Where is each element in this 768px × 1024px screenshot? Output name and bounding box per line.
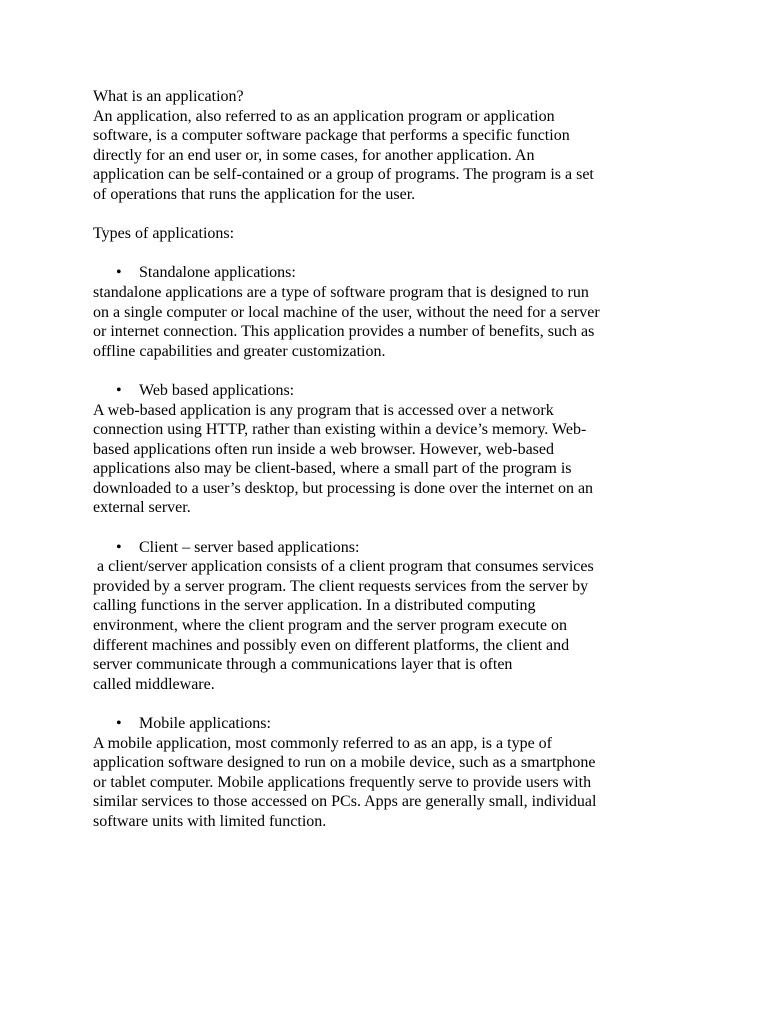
section-line: downloaded to a user’s desktop, but processing is done over the internet on an [93, 479, 594, 497]
section-line: on a single computer or local machine of the user, without the need for a server [93, 303, 600, 321]
intro-line: application can be self-contained or a group of programs. The program is a set [93, 166, 594, 184]
section-line: A web-based application is any program that is accessed over a network [93, 401, 554, 419]
section-line: or internet connection. This application provides a number of benefits, such as [93, 323, 595, 341]
blank-line [93, 205, 673, 225]
intro-line: directly for an end user or, in some cases, for another application. An [93, 146, 535, 164]
section-line: offline capabilities and greater customization. [93, 342, 386, 360]
intro-line: An application, also referred to as an application program or application [93, 107, 555, 125]
section-line: different machines and possibly even on different platforms, the client and [93, 636, 570, 654]
section-line: software units with limited function. [93, 812, 327, 830]
section-line: or tablet computer. Mobile applications frequently serve to provide users with [93, 773, 592, 791]
section-line: server communicate through a communications layer that is often [93, 656, 513, 674]
types-heading: Types of applications: [93, 225, 235, 243]
blank-line [93, 518, 673, 538]
section-heading-web-based [93, 381, 673, 401]
section-line: based applications often run inside a web browser. However, web-based [93, 440, 554, 458]
bullet-icon: • [116, 264, 122, 282]
section-line: calling functions in the server application. In a distributed computing [93, 597, 536, 615]
intro-line: software, is a computer software package that performs a specific function [93, 127, 570, 145]
section-line: standalone applications are a type of software program that is designed to run [93, 283, 589, 301]
section-line: provided by a server program. The client requests services from the server by [93, 577, 589, 595]
section-heading-text: Web based applications: [139, 381, 295, 399]
section-line: a client/server application consists of a client program that consumes services [93, 558, 594, 576]
blank-line [93, 244, 673, 264]
section-heading-mobile [93, 714, 673, 734]
section-line: similar services to those accessed on PCs. Apps are generally small, individual [93, 793, 597, 811]
blank-line [93, 694, 673, 714]
section-line: A mobile application, most commonly referred to as an app, is a type of [93, 734, 552, 752]
blank-line [93, 361, 673, 381]
intro-line: of operations that runs the application for the user. [93, 185, 416, 203]
section-line: applications also may be client-based, where a small part of the program is [93, 460, 572, 478]
section-line: external server. [93, 499, 191, 517]
title-line: What is an application? [93, 88, 244, 105]
bullet-icon: • [116, 381, 122, 399]
section-line: called middleware. [93, 675, 215, 693]
section-heading-standalone [93, 263, 673, 283]
section-line: environment, where the client program and the server program execute on [93, 617, 568, 635]
section-line: connection using HTTP, rather than existing within a device’s memory. Web- [93, 421, 587, 439]
section-line: application software designed to run on a mobile device, such as a smartphone [93, 754, 596, 772]
section-heading-text: Mobile applications: [139, 715, 271, 732]
section-heading-text: Client – server based applications: [139, 538, 360, 556]
bullet-icon: • [116, 538, 122, 556]
section-heading-text: Standalone applications: [139, 264, 296, 282]
section-heading-client-server [93, 538, 673, 558]
bullet-icon: • [116, 715, 122, 732]
document-page [93, 87, 673, 832]
